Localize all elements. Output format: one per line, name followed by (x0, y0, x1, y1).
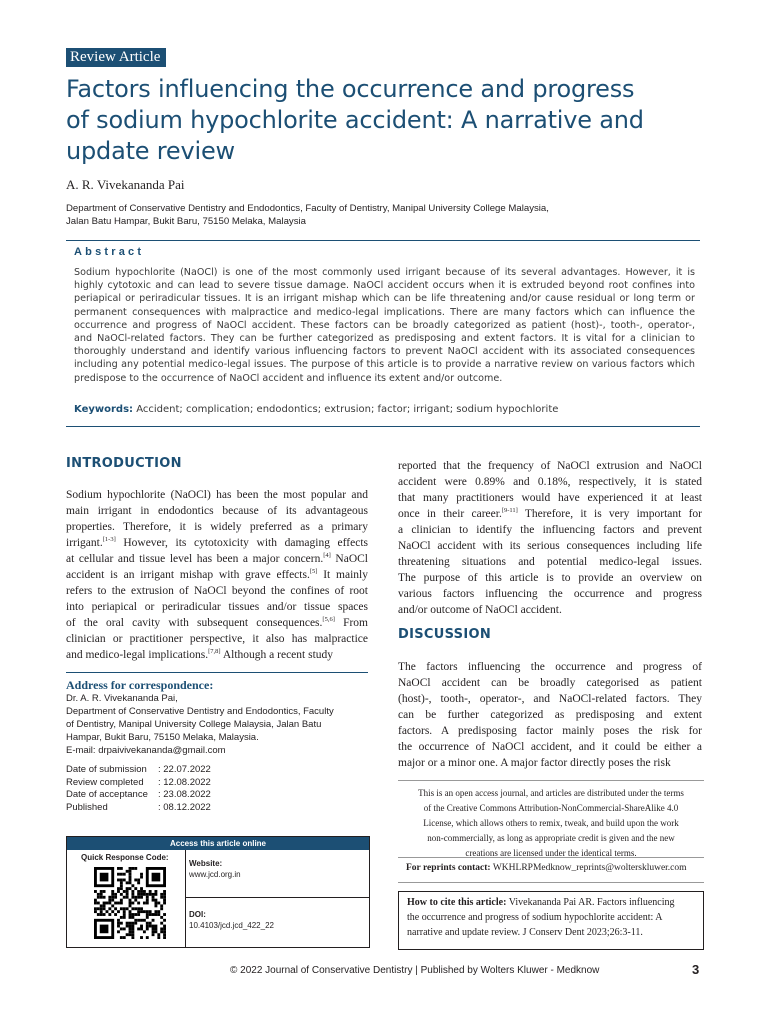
open-access-line: creations are licensed under the identical terms. (465, 848, 637, 858)
correspondence-line: of Dentistry, Manipal University College Malaysia, Jalan Batu (66, 719, 322, 730)
correspondence-address (66, 692, 366, 757)
qr-cell (67, 850, 186, 947)
introduction-continued-line: that many practitioners would have experienced it at least (398, 492, 702, 504)
access-online-box (66, 836, 370, 948)
abstract-line: including any potential medico-legal issues. The purpose of this article is to provide a narrative review on various factors which (74, 359, 695, 371)
introduction-continued-line: The purpose of this article is to provide an overview on (398, 572, 702, 584)
discussion-line: (host)-, tooth-, operator-, and NaOCl-related factors. They (398, 693, 702, 705)
abstract-line: Sodium hypochlorite (NaOCl) is one of the most commonly used irrigant because of its several advantages. However, it is (74, 267, 695, 278)
open-access-line: of the Creative Commons Attribution-NonCommercial-ShareAlike 4.0 (423, 803, 679, 813)
abstract-top-rule (66, 240, 700, 241)
introduction-continued-line: reported that the frequency of NaOCl extrusion and NaOCl (398, 460, 702, 472)
keywords (74, 404, 695, 415)
cite-label: How to cite this article: (407, 897, 507, 908)
discussion-line: NaOCl accident can be broadly categorised as patient (398, 677, 702, 689)
abstract-bottom-rule (66, 426, 700, 427)
abstract-line: occurrence and progress of NaOCl accident. These factors can be broadly categorized as patient (host)-, tooth-, operator-, (74, 319, 695, 331)
doi-label: DOI: (189, 910, 206, 919)
journal-footer: © 2022 Journal of Conservative Dentistry | Published by Wolters Kluwer - Medknow (230, 965, 600, 976)
discussion-line: The factors influencing the occurrence and progress of (398, 661, 702, 673)
correspondence-line: Dr. A. R. Vivekananda Pai, (66, 693, 178, 704)
open-access-line: non-commercially, as long as appropriate credit is given and the new (427, 833, 675, 843)
citation-reference[interactable]: [4] (323, 552, 331, 560)
reprints-bottom-rule (398, 882, 704, 883)
open-access-line: License, which allows others to remix, tweak, and build upon the work (423, 818, 679, 828)
correspondence-line: Hampar, Bukit Baru, 75150 Melaka, Malaysia. (66, 732, 259, 743)
article-type-badge: Review Article (66, 48, 166, 67)
date-row: Date of submission : 22.07.2022 (66, 764, 211, 775)
introduction-line: main irrigant in endodontics because of its advantageous (66, 505, 368, 517)
discussion-heading: DISCUSSION (398, 627, 491, 642)
citation-reference[interactable]: [1-3] (102, 536, 116, 544)
abstract-line: periapical or periradicular tissues. It is an irrigant mishap which can be life threatening and/or cause residual or long term or (74, 293, 695, 305)
cite-line: narrative and update review. J Conserv Dent 2023;26:3-11. (407, 927, 643, 938)
abstract-line: highly cytotoxic and can lead to severe tissue damage. NaOCl accident occurs when it is extruded beyond root confines into (74, 280, 695, 292)
affiliation-line: Department of Conservative Dentistry and Endodontics, Faculty of Dentistry, Manipal University College Malaysia, (66, 203, 549, 214)
abstract-line: predispose to the occurrence of NaOCl accident and influence its extent and/or outcome. (74, 372, 503, 384)
introduction-line: into periapical or periradicular tissues and/or tissue spaces (66, 601, 368, 613)
introduction-continued-line: various factors influencing the occurrence and progress (398, 588, 702, 600)
cite-line: the occurrence and progress of sodium hypochlorite accident: A (407, 912, 663, 923)
correspondence-email: E-mail: drpaivivekananda@gmail.com (66, 745, 226, 756)
reprints-label: For reprints contact: (406, 863, 491, 873)
abstract-heading: Abstract (74, 246, 145, 258)
citation-reference[interactable]: [7,8] (208, 648, 221, 656)
introduction-line: clinician or practitioner perspective, it also has malpractice (66, 633, 368, 645)
introduction-continued-line: accident were 0.89% and 0.18%, respectively, it is stated (398, 476, 702, 488)
discussion-line: factors. A predisposing factor mainly poses the risk for (398, 725, 702, 737)
affiliation (66, 202, 706, 228)
qr-label: Quick Response Code: (81, 853, 169, 862)
abstract-body (74, 266, 695, 385)
introduction-continued-line: and/or outcome of NaOCl accident. (398, 604, 562, 616)
introduction-continued-line: NaOCl accident with its serious consequences including life (398, 540, 702, 552)
date-row: Date of acceptance : 23.08.2022 (66, 789, 211, 800)
discussion-text (398, 659, 702, 771)
doi-link[interactable]: 10.4103/jcd.jcd_422_22 (189, 921, 274, 930)
abstract-line: and NaOCl-related factors. They can be further categorized as predisposing and extent factors. It is vital for a clinician to (74, 333, 695, 345)
discussion-line: can be further categorized as predisposing and extent (398, 709, 702, 721)
introduction-line: refers to the extrusion of NaOCl beyond the confines of root (66, 585, 368, 597)
date-row: Published : 08.12.2022 (66, 801, 211, 813)
discussion-line: the occurrence of NaOCl accident, and it could be either a (398, 741, 702, 753)
keywords-text: Accident; complication; endodontics; extrusion; factor; irrigant; sodium hypochlorite (136, 404, 559, 415)
abstract-line: permanent consequences with malpractice and medico-legal implications. There are many factors which can influence the (74, 306, 695, 318)
article-dates (66, 764, 211, 814)
reprints-rule (398, 857, 704, 858)
open-access-rule (398, 780, 704, 781)
discussion-line: major or a minor one. A major factor directly poses the risk (398, 757, 671, 769)
how-to-cite-box (398, 891, 704, 950)
introduction-line: properties. Therefore, it is widely preferred as a primary (66, 521, 368, 533)
introduction-line: at cellular and tissue level has been a major concern.[4] NaOCl (66, 552, 368, 565)
abstract-line: thoroughly understand and identify various influencing factors to prevent NaOCl accident with its associated consequences (74, 346, 695, 358)
doi-cell (186, 899, 369, 947)
open-access-line: This is an open access journal, and articles are distributed under the terms (418, 788, 684, 798)
introduction-continued-line: once in their career.[9-11] Therefore, it is very important for (398, 507, 702, 520)
keywords-label: Keywords: (74, 404, 134, 415)
introduction-line: accident is an irrigant mishap with grave effects.[5] It mainly (66, 568, 368, 581)
correspondence-line: Department of Conservative Dentistry and Endodontics, Faculty (66, 706, 334, 717)
title-line: update review (66, 137, 235, 165)
introduction-continued-text (398, 458, 702, 618)
introduction-line: of the oral cavity with subsequent consequences.[5,6] From (66, 616, 368, 629)
introduction-continued-line: threatening situations and potential medico-legal issues. (398, 556, 702, 568)
citation-reference[interactable]: [5] (309, 568, 318, 576)
title-line: of sodium hypochlorite accident: A narrative and (66, 106, 644, 134)
title-line: Factors influencing the occurrence and progress (66, 75, 635, 103)
introduction-heading: INTRODUCTION (66, 456, 182, 471)
citation-reference[interactable]: [5,6] (322, 616, 335, 624)
correspondence-rule (66, 672, 368, 673)
reprints-email[interactable]: WKHLRPMedknow_reprints@wolterskluwer.com (492, 863, 687, 873)
author-name: A. R. Vivekananda Pai (66, 177, 185, 192)
reprints-contact (406, 863, 687, 873)
open-access-notice (398, 786, 704, 861)
introduction-line: and medico-legal implications.[7,8] Although a recent study (66, 648, 334, 661)
website-cell (186, 850, 369, 898)
website-label: Website: (189, 859, 223, 868)
citation-reference[interactable]: [9-11] (501, 507, 518, 515)
date-row: Review completed : 12.08.2022 (66, 776, 211, 788)
website-link[interactable]: www.jcd.org.in (189, 870, 241, 879)
qr-code-icon (94, 867, 166, 939)
page-number: 3 (692, 962, 700, 977)
affiliation-line: Jalan Batu Hampar, Bukit Baru, 75150 Melaka, Malaysia (66, 216, 306, 227)
introduction-text (66, 487, 368, 663)
introduction-line: Sodium hypochlorite (NaOCl) has been the most popular and (66, 489, 368, 501)
correspondence-heading: Address for correspondence: (66, 678, 214, 692)
introduction-line: irrigant.[1-3] However, its cytotoxicity with damaging effects (66, 536, 368, 549)
article-title (66, 74, 706, 167)
introduction-continued-line: a clinician to identify the influencing factors and prevent (398, 524, 702, 536)
access-heading: Access this article online (67, 837, 369, 850)
cite-line: Vivekananda Pai AR. Factors influencing (508, 897, 675, 908)
